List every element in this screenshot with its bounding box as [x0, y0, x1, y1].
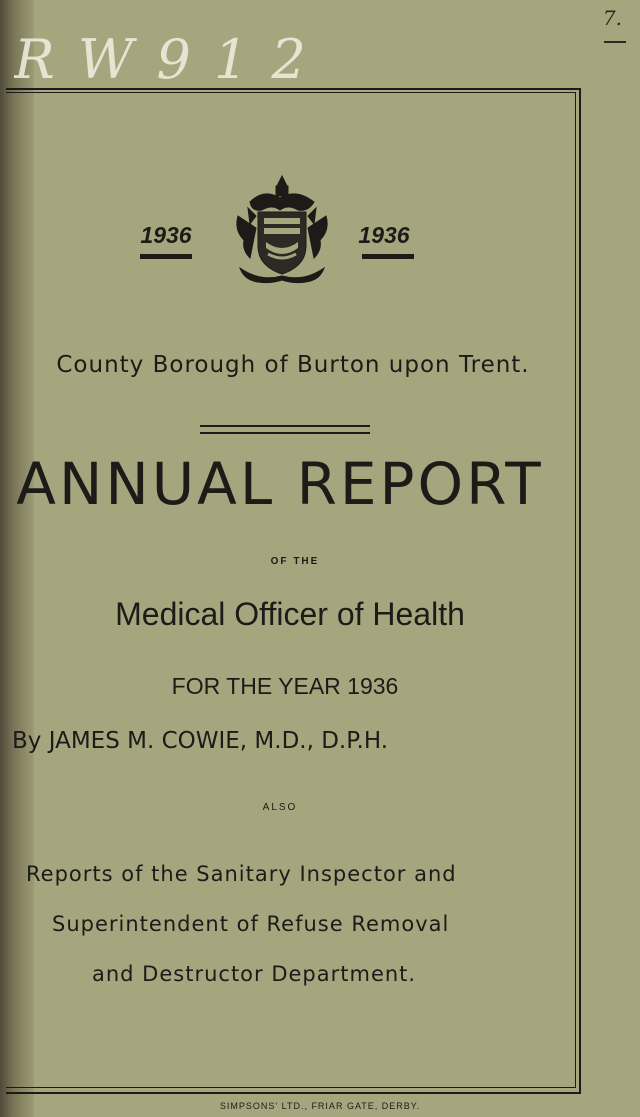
handwritten-catalogue-note: R W 9 1 2: [14, 28, 309, 91]
additional-report-line: and Destructor Department.: [92, 962, 417, 986]
year-right-underline: [362, 254, 414, 259]
printer-imprint: SIMPSONS' LTD., FRIAR GATE, DERBY.: [219, 1101, 421, 1111]
report-title: ANNUAL REPORT: [16, 450, 544, 518]
report-subject: Medical Officer of Health: [115, 596, 465, 632]
of-the-label: OF THE: [270, 556, 320, 567]
year-right: 1936: [358, 222, 410, 248]
year-left-underline: [140, 254, 192, 259]
report-author: By JAMES M. COWIE, M.D., D.P.H.: [12, 728, 389, 754]
report-year-line: FOR THE YEAR 1936: [171, 673, 399, 699]
year-left: 1936: [140, 222, 192, 248]
also-label: ALSO: [262, 802, 298, 813]
page-number-underline: [604, 41, 626, 43]
double-rule-divider: [200, 425, 370, 434]
county-heading: County Borough of Burton upon Trent.: [56, 352, 530, 378]
additional-report-line: Superintendent of Refuse Removal: [52, 912, 450, 936]
borough-coat-of-arms-icon: [230, 172, 334, 292]
additional-report-line: Reports of the Sanitary Inspector and: [26, 862, 457, 886]
page-number: 7.: [602, 6, 622, 30]
